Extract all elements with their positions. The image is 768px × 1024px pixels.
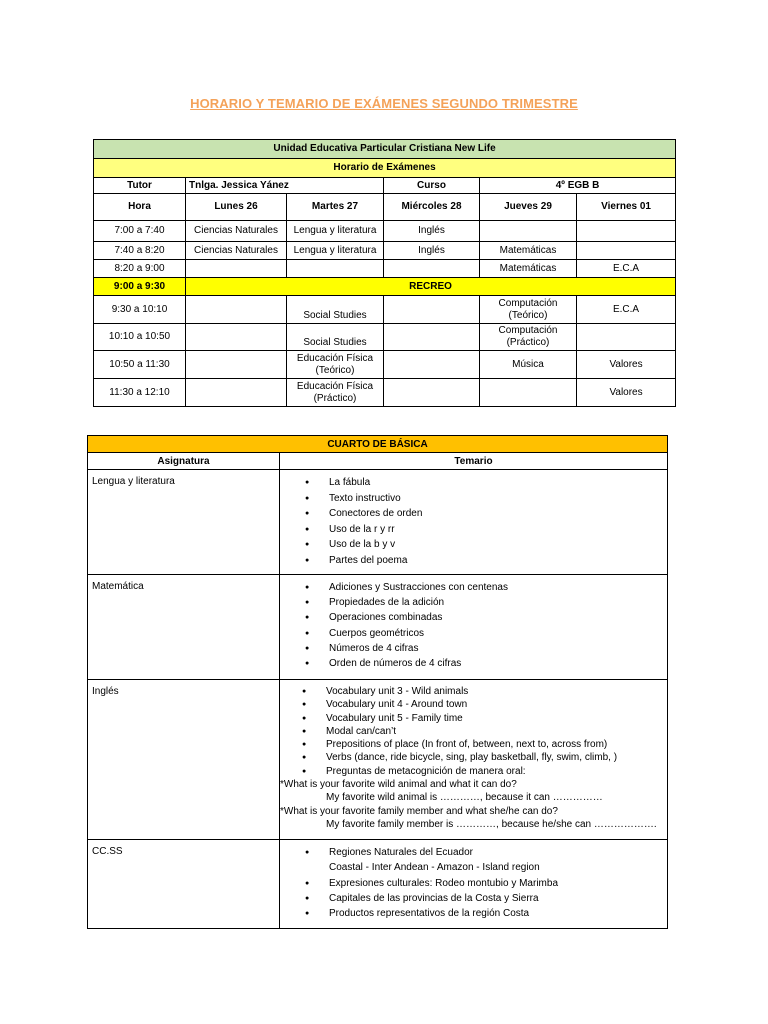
question-2: *What is your favorite family member and what she/he can do? — [280, 805, 558, 817]
subject-row-ccss — [88, 840, 668, 929]
table-cell — [577, 242, 676, 260]
table-cell: Inglés — [384, 242, 480, 260]
time-cell: 7:00 a 7:40 — [94, 221, 186, 242]
table-cell: Valores — [577, 379, 676, 407]
table-row — [94, 324, 676, 351]
schedule-subtitle: Horario de Exámenes — [94, 159, 676, 178]
col-header: Hora — [94, 194, 186, 221]
curso-label: Curso — [384, 178, 480, 194]
topic-list — [283, 876, 664, 922]
subject-name: Matemática — [88, 575, 280, 680]
tutor-label: Tutor — [94, 178, 186, 194]
topic-list — [283, 475, 664, 568]
subject-name: Inglés — [88, 680, 280, 840]
table-cell — [186, 260, 287, 278]
table-cell: Lengua y literatura — [287, 221, 384, 242]
time-cell: 11:30 a 12:10 — [94, 379, 186, 407]
list-item: ● Cuerpos geométricos — [283, 626, 664, 641]
table-row — [94, 260, 676, 278]
schedule-header-row — [94, 194, 676, 221]
page-title: HORARIO Y TEMARIO DE EXÁMENES SEGUNDO TRIMESTRE — [190, 96, 578, 111]
topic-list — [280, 685, 664, 778]
list-item: ● Uso de la r y rr — [283, 522, 664, 538]
table-cell — [480, 379, 577, 407]
school-name: Unidad Educativa Particular Cristiana New Life — [94, 140, 676, 159]
list-item: ● Expresiones culturales: Rodeo montubio y Marimba — [283, 876, 664, 891]
table-cell — [384, 324, 480, 351]
col-header: Lunes 26 — [186, 194, 287, 221]
tutor-name: Tnlga. Jessica Yánez — [186, 178, 384, 194]
list-item: ● Partes del poema — [283, 553, 664, 569]
list-item: ● Regiones Naturales del Ecuador — [283, 845, 664, 860]
temario-table — [87, 435, 668, 929]
table-cell: Computación (Teórico) — [480, 296, 577, 324]
list-item: ● Modal can/can’t — [280, 725, 664, 738]
time-cell: 10:10 a 10:50 — [94, 324, 186, 351]
table-cell: Social Studies — [287, 296, 384, 324]
time-cell: 10:50 a 11:30 — [94, 351, 186, 379]
list-item: ● Texto instructivo — [283, 491, 664, 507]
recreo-row — [94, 278, 676, 296]
table-row — [94, 351, 676, 379]
table-row — [94, 379, 676, 407]
answer-1: My favorite wild animal is …………, because it can …………… — [326, 792, 603, 804]
table-cell — [384, 296, 480, 324]
table-cell — [287, 260, 384, 278]
list-item: ● Verbs (dance, ride bicycle, sing, play basketball, fly, swim, climb, ) — [280, 751, 664, 764]
subject-row-lengua — [88, 470, 668, 575]
table-cell — [186, 296, 287, 324]
exam-schedule-table — [93, 139, 676, 407]
list-item-sub: Coastal - Inter Andean - Amazon - Island region — [329, 862, 540, 874]
list-item: ● Propiedades de la adición — [283, 595, 664, 610]
subject-row-matematica — [88, 575, 668, 680]
table-cell: Inglés — [384, 221, 480, 242]
recreo-label: RECREO — [186, 278, 676, 296]
table-cell: Valores — [577, 351, 676, 379]
table-row — [94, 296, 676, 324]
recreo-time: 9:00 a 9:30 — [94, 278, 186, 296]
table-cell: Educación Física (Teórico) — [287, 351, 384, 379]
list-item: ● La fábula — [283, 475, 664, 491]
question-1: *What is your favorite wild animal and what it can do? — [280, 779, 517, 791]
list-item: ● Orden de números de 4 cifras — [283, 656, 664, 671]
time-cell: 9:30 a 10:10 — [94, 296, 186, 324]
list-item: ● Operaciones combinadas — [283, 610, 664, 625]
list-item: ● Uso de la b y v — [283, 537, 664, 553]
col-topics-header: Temario — [280, 453, 668, 470]
table-row — [94, 242, 676, 260]
table-cell: E.C.A — [577, 260, 676, 278]
table-cell: Ciencias Naturales — [186, 221, 287, 242]
list-item: ● Adiciones y Sustracciones con centenas — [283, 580, 664, 595]
list-item: ● Vocabulary unit 4 - Around town — [280, 698, 664, 711]
list-item: ● Preguntas de metacognición de manera oral: — [280, 765, 664, 778]
table-cell — [384, 379, 480, 407]
table-cell: Música — [480, 351, 577, 379]
col-header: Jueves 29 — [480, 194, 577, 221]
list-item: ● Números de 4 cifras — [283, 641, 664, 656]
table-cell: Ciencias Naturales — [186, 242, 287, 260]
table-cell — [577, 221, 676, 242]
table-cell — [384, 260, 480, 278]
table-cell: Matemáticas — [480, 260, 577, 278]
table-cell — [577, 324, 676, 351]
table-cell — [480, 221, 577, 242]
table-cell: Lengua y literatura — [287, 242, 384, 260]
time-cell: 7:40 a 8:20 — [94, 242, 186, 260]
list-item: ● Vocabulary unit 3 - Wild animals — [280, 685, 664, 698]
col-header: Miércoles 28 — [384, 194, 480, 221]
subject-name: Lengua y literatura — [88, 470, 280, 575]
col-header: Martes 27 — [287, 194, 384, 221]
table-cell: Matemáticas — [480, 242, 577, 260]
time-cell: 8:20 a 9:00 — [94, 260, 186, 278]
topic-list — [283, 845, 664, 860]
subject-row-ingles — [88, 680, 668, 840]
col-subject-header: Asignatura — [88, 453, 280, 470]
table-cell — [186, 324, 287, 351]
list-item: ● Vocabulary unit 5 - Family time — [280, 712, 664, 725]
temario-heading: CUARTO DE BÁSICA — [88, 436, 668, 453]
topic-list — [283, 580, 664, 671]
table-cell — [186, 351, 287, 379]
table-cell — [186, 379, 287, 407]
list-item: ● Productos representativos de la región Costa — [283, 906, 664, 921]
answer-2: My favorite family member is …………, because he/she can ………………. — [326, 818, 657, 830]
col-header: Viernes 01 — [577, 194, 676, 221]
table-cell: Social Studies — [287, 324, 384, 351]
list-item: ● Conectores de orden — [283, 506, 664, 522]
curso-value: 4º EGB B — [480, 178, 676, 194]
table-cell: Educación Física (Práctico) — [287, 379, 384, 407]
list-item: ● Prepositions of place (In front of, between, next to, across from) — [280, 738, 664, 751]
subject-name: CC.SS — [88, 840, 280, 929]
table-cell: E.C.A — [577, 296, 676, 324]
table-cell — [384, 351, 480, 379]
list-item: ● Capitales de las provincias de la Costa y Sierra — [283, 891, 664, 906]
table-row — [94, 221, 676, 242]
table-cell: Computación (Práctico) — [480, 324, 577, 351]
